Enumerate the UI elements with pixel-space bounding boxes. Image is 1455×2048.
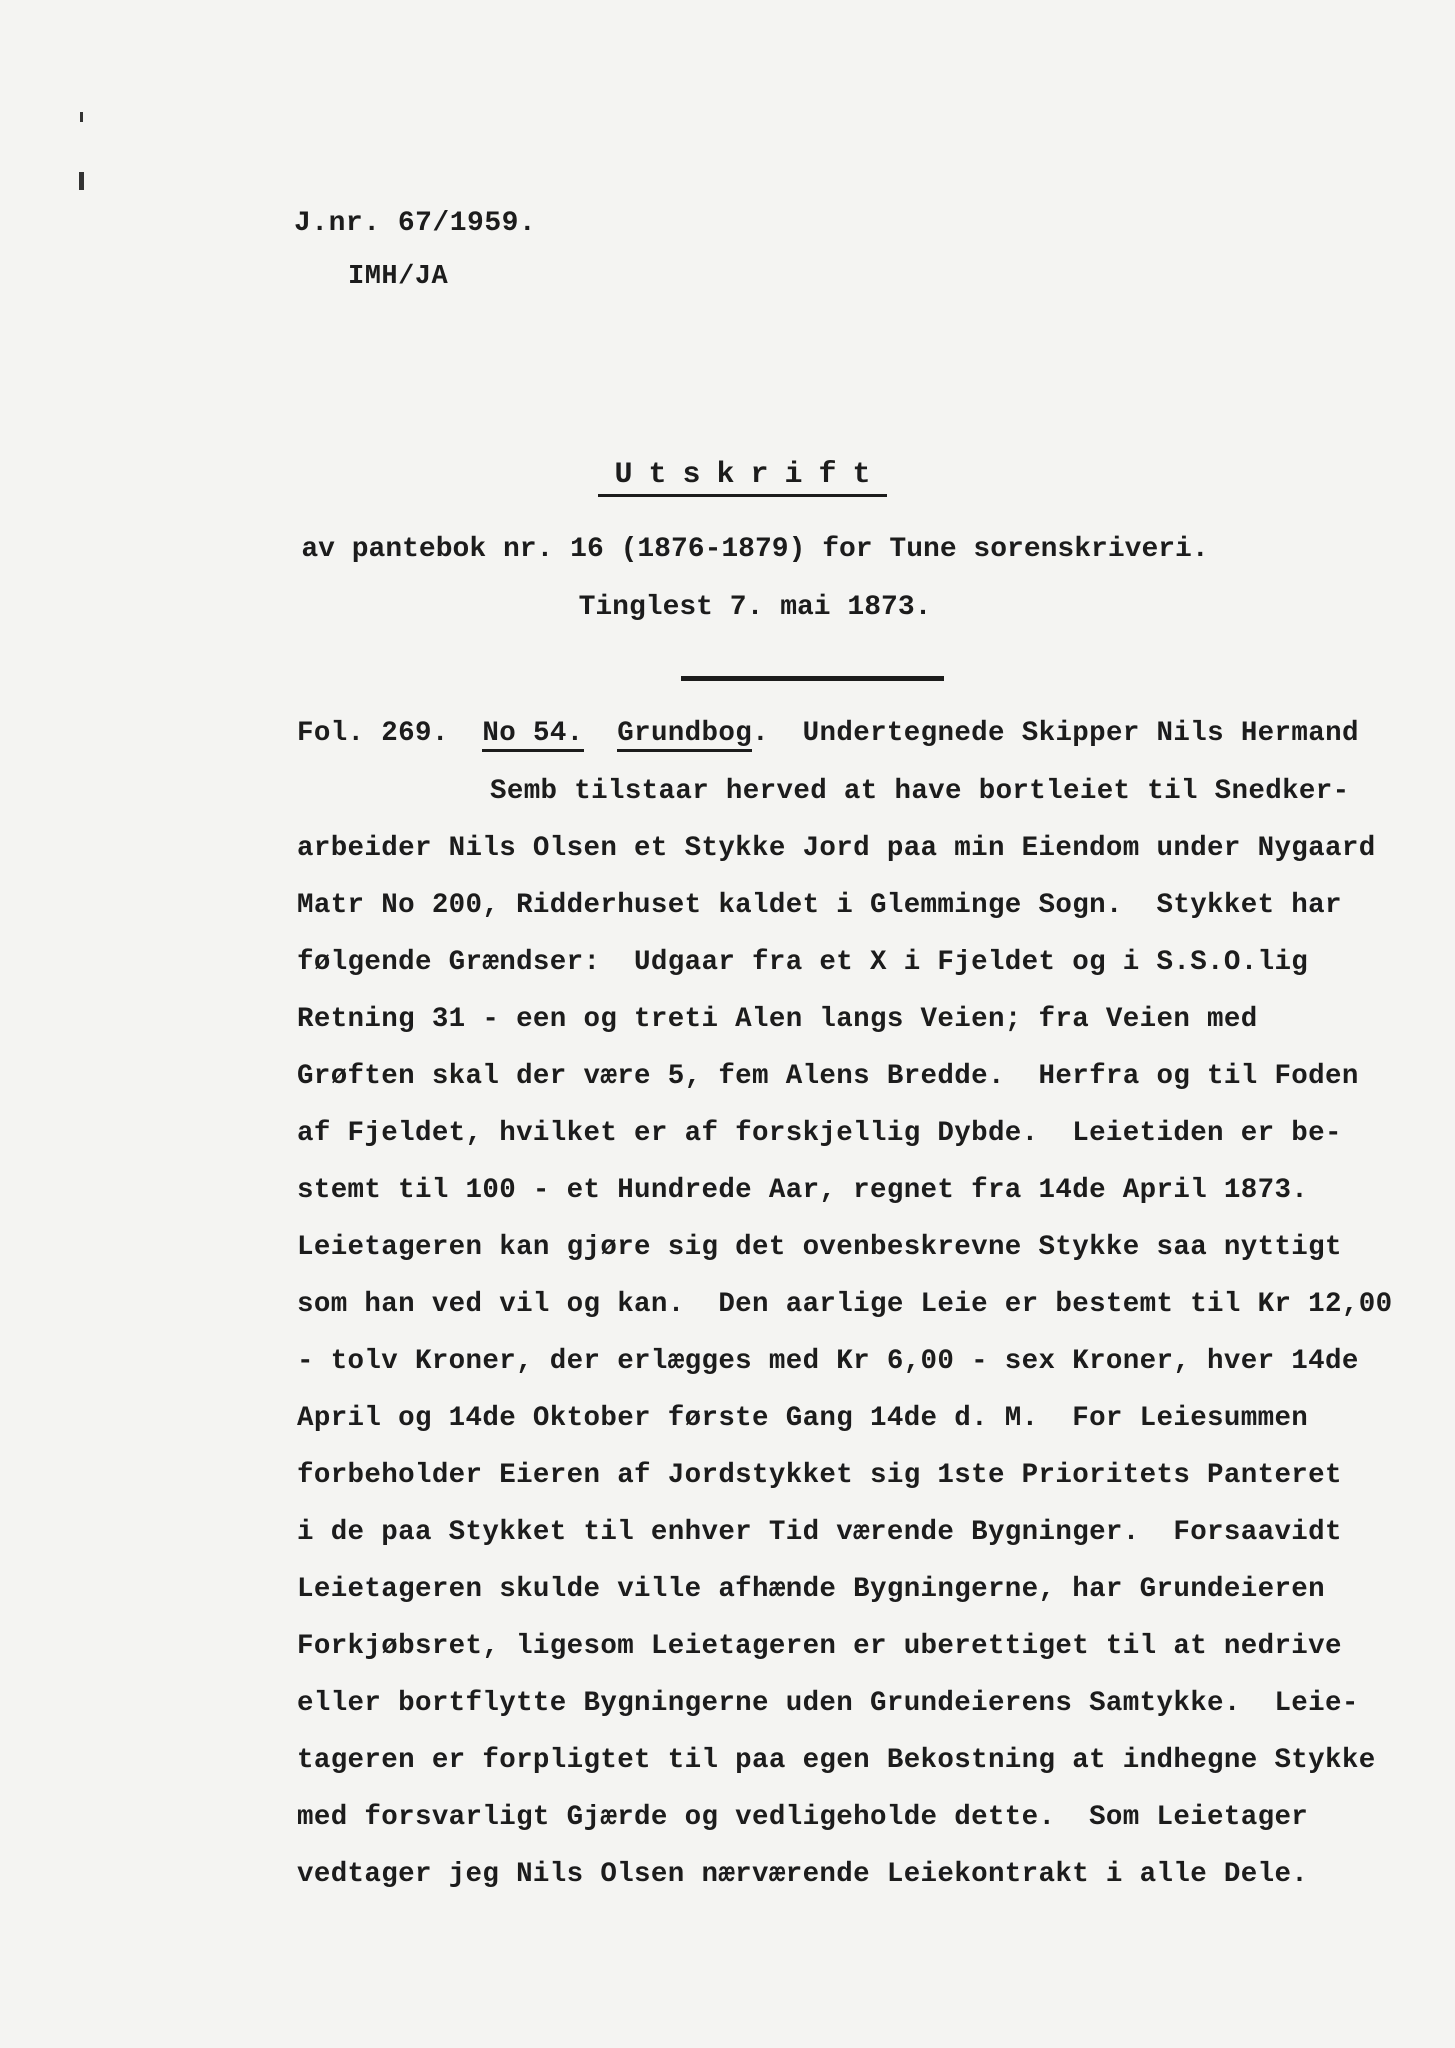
body-line: af Fjeldet, hvilket er af forskjellig Dybde. Leietiden er be- xyxy=(297,1118,1342,1149)
body-line: Leietageren kan gjøre sig det ovenbeskrevne Stykke saa nyttigt xyxy=(297,1232,1342,1263)
body-line: Leietageren skulde ville afhænde Bygningerne, har Grundeieren xyxy=(297,1574,1326,1605)
margin-mark-bottom xyxy=(79,172,84,190)
first-line xyxy=(297,718,1359,749)
body-line: i de paa Stykket til enhver Tid værende Bygninger. Forsaavidt xyxy=(297,1517,1342,1548)
body-line: Semb tilstaar herved at have bortleiet til Snedker- xyxy=(490,776,1350,807)
folio: Fol. 269. xyxy=(297,718,449,749)
body-line: som han ved vil og kan. Den aarlige Leie er bestemt til Kr 12,00 xyxy=(297,1289,1393,1320)
margin-mark-top xyxy=(80,112,83,122)
body-line: Matr No 200, Ridderhuset kaldet i Glemminge Sogn. Stykket har xyxy=(297,890,1342,921)
body-line: forbeholder Eieren af Jordstykket sig 1ste Prioritets Panteret xyxy=(297,1460,1342,1491)
subtitle: av pantebok nr. 16 (1876-1879) for Tune sorenskriveri. xyxy=(301,534,1209,565)
body-line: med forsvarligt Gjærde og vedligeholde dette. Som Leietager xyxy=(297,1802,1309,1833)
initials: IMH/JA xyxy=(348,262,449,292)
book-period: . xyxy=(752,718,769,749)
book-name: Grundbog xyxy=(617,718,752,752)
body-line: Retning 31 - een og treti Alen langs Veien; fra Veien med xyxy=(297,1004,1258,1035)
divider-rule xyxy=(681,676,944,681)
page-title xyxy=(0,458,1455,492)
body-line: arbeider Nils Olsen et Stykke Jord paa min Eiendom under Nygaard xyxy=(297,833,1376,864)
body-line: April og 14de Oktober første Gang 14de d. M. For Leiesummen xyxy=(297,1403,1309,1434)
body-line: eller bortflytte Bygningerne uden Grundeierens Samtykke. Leie- xyxy=(297,1688,1359,1719)
body-line: Forkjøbsret, ligesom Leietageren er uberettiget til at nedrive xyxy=(297,1631,1342,1662)
first-line-text: Undertegnede Skipper Nils Hermand xyxy=(802,718,1359,749)
body-line: - tolv Kroner, der erlægges med Kr 6,00 - sex Kroner, hver 14de xyxy=(297,1346,1359,1377)
title-text: Utskrift xyxy=(598,458,886,497)
body-line: Grøften skal der være 5, fem Alens Bredde. Herfra og til Foden xyxy=(297,1061,1359,1092)
entry-number: No 54. xyxy=(482,718,583,752)
body-line: tageren er forpligtet til paa egen Bekostning at indhegne Stykke xyxy=(297,1745,1376,1776)
body-line: stemt til 100 - et Hundrede Aar, regnet fra 14de April 1873. xyxy=(297,1175,1309,1206)
body-line: vedtager jeg Nils Olsen nærværende Leiekontrakt i alle Dele. xyxy=(297,1859,1309,1890)
journal-number: J.nr. 67/1959. xyxy=(294,208,537,239)
registered-date: Tinglest 7. mai 1873. xyxy=(578,592,932,623)
body-line: følgende Grændser: Udgaar fra et X i Fjeldet og i S.S.O.lig xyxy=(297,947,1309,978)
